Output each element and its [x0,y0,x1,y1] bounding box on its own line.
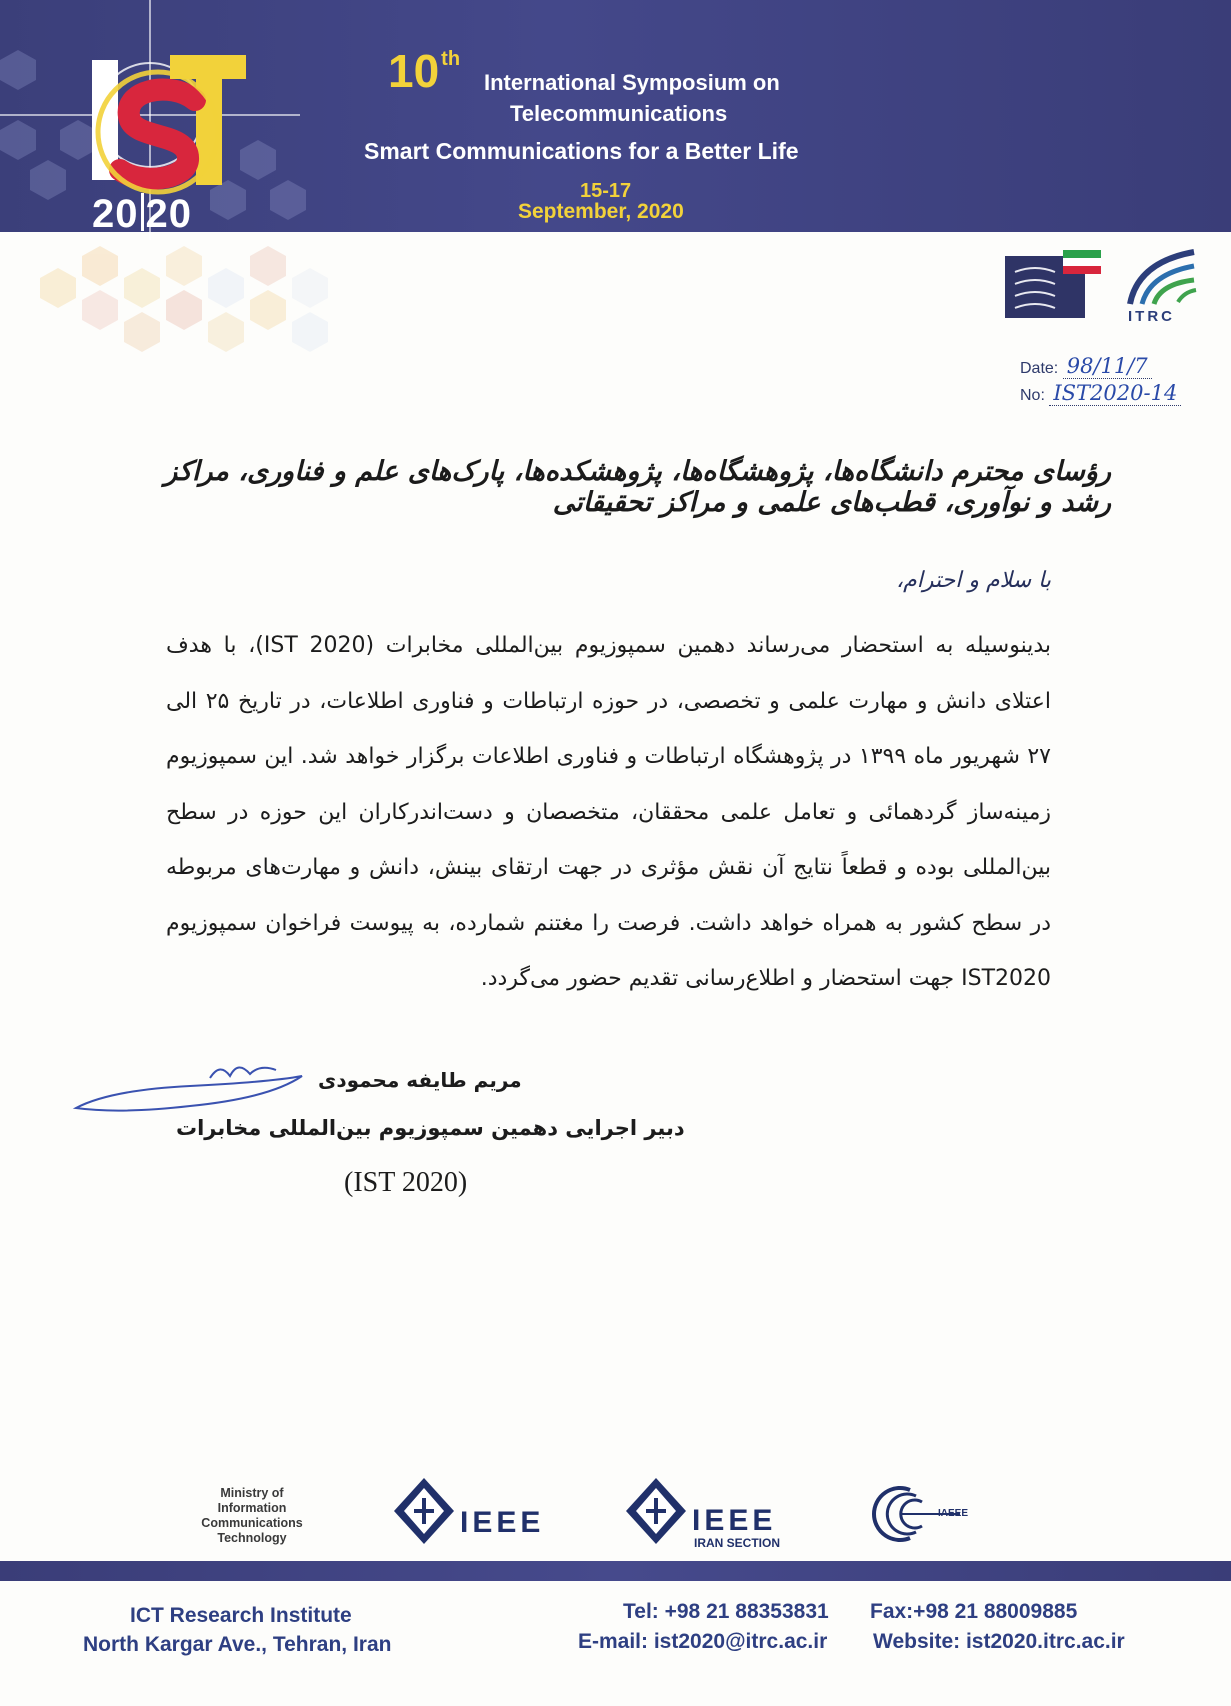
ieee-iran-diamond-icon [624,1476,688,1546]
itrc-leaf [1178,290,1196,302]
footer-tel: Tel: +98 21 88353831 [623,1600,829,1623]
edition-suffix: th [441,48,461,70]
letter-body: بدینوسیله به استحضار می‌رساند دهمین سمپوزیوم بین‌المللی مخابرات (IST 2020)، با هدف اعتلای دانش و مهارت علمی و تخصصی، در حوزه ارتباطات و فناوری اطلاعات، در تاریخ ۲۵ الی ۲۷ شهریور ماه ۱۳۹۹ در پژوهشگاه ارتباطات و فناوری اطلاعات برگزار خواهد شد. این سمپوزیوم زمینه‌ساز گردهمائی و تعامل علمی محققان، متخصصان و دست‌اندرکاران این حوزه در سطح بین‌المللی بوده و قطعاً نتایج آن نقش مؤثری در جهت ارتقای بینش، دانش و مهارت‌های مربوطه در سطح کشور به همراه خواهد داشت. فرصت را مغتنم شمارده، به پیوست فراخوان سمپوزیوم IST2020 جهت استحضار و اطلاع‌رسانی تقدیم حضور می‌گردد. [166,633,1052,991]
logo-year-divider [141,193,144,231]
date-value: 98/11/7 [1063,354,1152,379]
letter-greeting: با سلام و احترام، [896,568,1051,593]
flag-white-icon [1063,258,1101,266]
footer-institute: ICT Research Institute [130,1604,352,1627]
edition-number [388,44,460,98]
letter-s-shape [120,90,195,179]
flag-green-icon [1063,250,1101,258]
logo-year [92,192,192,237]
letter-salutation: رؤسای محترم دانشگاه‌ها، پژوهشگاه‌ها، پژوهشکده‌ها، پارک‌های علم و فناوری، مراکز رشد و نوآوری، قطب‌های علمی و مراکز تحقیقاتی [164,456,1111,518]
ieee-iran-section-label: IRAN SECTION [694,1536,781,1550]
iaeee-label: IAEEE [938,1508,969,1519]
symposium-dates-month: September, 2020 [518,200,684,223]
signer-role: دبیر اجرایی دهمین سمپوزیوم بین‌المللی مخابرات [176,1116,685,1140]
ministry-line1: Ministry of [220,1486,284,1500]
ministry-line3: Communications [201,1516,303,1530]
ministry-partner-logo [192,1486,312,1546]
ist-letters-graphic [20,20,320,210]
ministry-line4: Technology [217,1531,287,1545]
flag-red-icon [1063,266,1101,274]
letter-date [1020,354,1152,378]
signer-organization: (IST 2020) [344,1167,468,1198]
footer-banner [0,1561,1231,1581]
itrc-label: ITRC [1128,308,1175,325]
logo-year-right: 20 [145,192,192,236]
footer-fax: Fax:+98 21 88009885 [870,1600,1078,1623]
signature-flourish [210,1067,276,1078]
date-label: Date: [1020,360,1059,377]
symposium-title-line1: International Symposium on [484,70,780,95]
edition-number-value: 10 [388,45,440,97]
ist-2020-logo [20,20,320,250]
letter-number [1020,381,1181,405]
ieee-label: IEEE [460,1506,545,1539]
signer-name: مریم طایفه محمودی [318,1068,522,1092]
footer-website[interactable]: Website: ist2020.itrc.ac.ir [873,1630,1125,1653]
symposium-title-line2: Telecommunications [510,101,728,126]
footer-email[interactable]: E-mail: ist2020@itrc.ac.ir [578,1630,828,1653]
ieee-diamond-icon [392,1476,456,1546]
symposium-tagline: Smart Communications for a Better Life [364,138,799,164]
number-value: IST2020-14 [1049,381,1181,406]
symposium-dates-days: 15-17 [580,180,632,202]
logo-year-left: 20 [92,192,139,236]
ministry-ict-logo [1005,250,1101,320]
signature-loop [76,1076,302,1111]
number-label: No: [1020,387,1045,404]
ieee-iran-label: IEEE [692,1504,777,1537]
footer-address: North Kargar Ave., Tehran, Iran [83,1633,392,1656]
ministry-line2: Information [217,1501,287,1515]
